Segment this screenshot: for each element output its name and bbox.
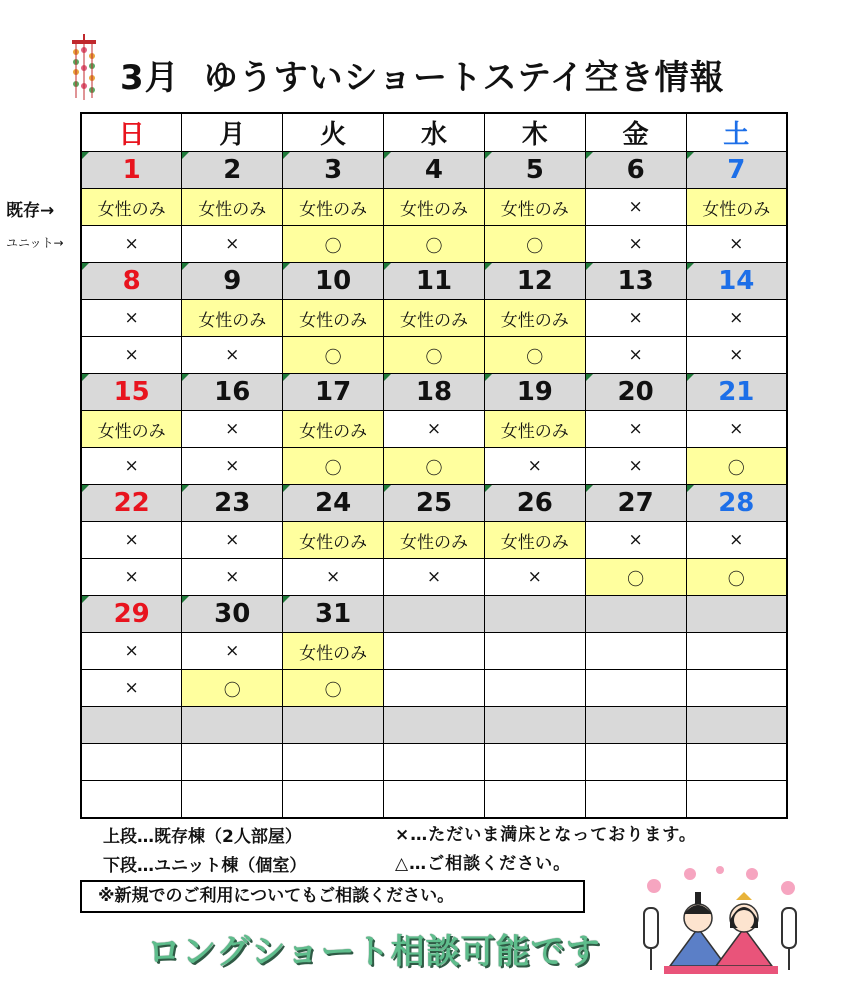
page-title xyxy=(120,50,725,99)
lower-availability-cell: 〇 xyxy=(283,670,384,707)
upper-availability-row xyxy=(81,300,787,337)
hina-dolls-icon xyxy=(640,866,800,976)
lower-availability-cell: 〇 xyxy=(182,670,283,707)
lower-availability-cell: 〇 xyxy=(283,448,384,485)
upper-availability-row xyxy=(81,633,787,670)
date-cell: 1 xyxy=(81,152,182,189)
lower-availability-cell: × xyxy=(283,559,384,596)
date-cell xyxy=(585,707,686,744)
lower-availability-cell: 〇 xyxy=(585,559,686,596)
date-cell xyxy=(384,596,485,633)
date-cell: 21 xyxy=(686,374,787,411)
date-cell: 7 xyxy=(686,152,787,189)
upper-availability-cell: × xyxy=(182,411,283,448)
date-cell: 24 xyxy=(283,485,384,522)
upper-availability-cell: 女性のみ xyxy=(484,189,585,226)
availability-calendar xyxy=(80,112,788,819)
upper-availability-cell: × xyxy=(384,411,485,448)
lower-availability-cell xyxy=(484,781,585,818)
new-user-note: ※新規でのご利用についてもご相談ください。 xyxy=(80,880,585,913)
upper-availability-cell xyxy=(585,744,686,781)
upper-availability-cell xyxy=(686,744,787,781)
date-cell: 28 xyxy=(686,485,787,522)
lower-availability-cell: × xyxy=(81,559,182,596)
date-cell: 26 xyxy=(484,485,585,522)
date-cell xyxy=(182,707,283,744)
upper-availability-cell: 女性のみ xyxy=(283,522,384,559)
upper-availability-cell: 女性のみ xyxy=(81,189,182,226)
date-row xyxy=(81,485,787,522)
weekday-header: 水 xyxy=(384,113,485,152)
lower-availability-cell xyxy=(686,670,787,707)
upper-availability-cell: × xyxy=(81,300,182,337)
upper-availability-cell xyxy=(484,633,585,670)
lower-availability-cell xyxy=(384,781,485,818)
upper-availability-cell: × xyxy=(686,522,787,559)
lower-availability-cell: × xyxy=(585,226,686,263)
date-cell xyxy=(686,707,787,744)
upper-availability-cell: 女性のみ xyxy=(384,522,485,559)
upper-availability-cell xyxy=(686,633,787,670)
upper-availability-cell: × xyxy=(686,411,787,448)
legend-lower-row: 下段…ユニット棟（個室） xyxy=(103,856,307,876)
lower-availability-cell: × xyxy=(182,559,283,596)
date-cell: 31 xyxy=(283,596,384,633)
upper-availability-cell: × xyxy=(182,633,283,670)
lower-availability-cell xyxy=(384,670,485,707)
lower-availability-row xyxy=(81,559,787,596)
date-cell xyxy=(384,707,485,744)
lower-availability-cell: 〇 xyxy=(283,226,384,263)
lower-availability-cell: 〇 xyxy=(484,226,585,263)
upper-availability-cell: 女性のみ xyxy=(182,189,283,226)
date-row xyxy=(81,707,787,744)
title-text: ゆうすいショートステイ空き情報 xyxy=(203,58,725,98)
upper-availability-cell: 女性のみ xyxy=(484,300,585,337)
legend-triangle-mark: △…ご相談ください。 xyxy=(395,854,572,874)
date-cell: 13 xyxy=(585,263,686,300)
date-cell: 29 xyxy=(81,596,182,633)
date-row xyxy=(81,263,787,300)
upper-availability-row xyxy=(81,189,787,226)
date-cell: 27 xyxy=(585,485,686,522)
upper-availability-cell: × xyxy=(585,411,686,448)
lower-availability-cell: 〇 xyxy=(384,226,485,263)
lower-availability-cell: 〇 xyxy=(384,448,485,485)
date-cell xyxy=(484,707,585,744)
lower-availability-cell: 〇 xyxy=(686,559,787,596)
lower-availability-cell: × xyxy=(81,670,182,707)
date-cell: 15 xyxy=(81,374,182,411)
weekday-header-row xyxy=(81,113,787,152)
date-cell: 4 xyxy=(384,152,485,189)
lower-availability-cell: × xyxy=(182,226,283,263)
date-cell: 2 xyxy=(182,152,283,189)
lower-availability-row xyxy=(81,337,787,374)
lower-availability-cell: × xyxy=(686,226,787,263)
upper-availability-row xyxy=(81,744,787,781)
upper-availability-cell: × xyxy=(585,522,686,559)
lower-availability-row xyxy=(81,670,787,707)
lower-availability-cell: 〇 xyxy=(686,448,787,485)
lower-availability-cell xyxy=(585,781,686,818)
side-label-existing: 既存→ xyxy=(6,201,55,221)
date-cell: 14 xyxy=(686,263,787,300)
lower-availability-cell: × xyxy=(484,448,585,485)
upper-availability-cell xyxy=(585,633,686,670)
lower-availability-row xyxy=(81,781,787,818)
lower-availability-cell xyxy=(686,781,787,818)
weekday-header: 日 xyxy=(81,113,182,152)
upper-availability-cell xyxy=(182,744,283,781)
lower-availability-cell: × xyxy=(81,337,182,374)
lower-availability-cell: × xyxy=(182,448,283,485)
weekday-header: 火 xyxy=(283,113,384,152)
upper-availability-cell: 女性のみ xyxy=(283,411,384,448)
date-cell: 19 xyxy=(484,374,585,411)
lower-availability-cell: × xyxy=(484,559,585,596)
date-cell: 9 xyxy=(182,263,283,300)
lower-availability-cell xyxy=(182,781,283,818)
upper-availability-cell xyxy=(384,744,485,781)
date-cell xyxy=(585,596,686,633)
lower-availability-cell: × xyxy=(585,337,686,374)
date-cell: 6 xyxy=(585,152,686,189)
upper-availability-row xyxy=(81,411,787,448)
date-cell: 30 xyxy=(182,596,283,633)
title-month: 3月 xyxy=(120,58,180,98)
lower-availability-cell: × xyxy=(585,448,686,485)
lower-availability-cell xyxy=(81,781,182,818)
lower-availability-cell: × xyxy=(81,226,182,263)
upper-availability-cell: × xyxy=(686,300,787,337)
date-cell: 11 xyxy=(384,263,485,300)
date-cell: 8 xyxy=(81,263,182,300)
date-cell: 25 xyxy=(384,485,485,522)
weekday-header: 木 xyxy=(484,113,585,152)
upper-availability-cell: × xyxy=(81,633,182,670)
lower-availability-cell: × xyxy=(182,337,283,374)
date-cell xyxy=(283,707,384,744)
upper-availability-cell: 女性のみ xyxy=(686,189,787,226)
legend-upper-row: 上段…既存棟（2人部屋） xyxy=(103,827,302,847)
date-cell: 23 xyxy=(182,485,283,522)
upper-availability-cell xyxy=(283,744,384,781)
date-cell: 20 xyxy=(585,374,686,411)
upper-availability-cell xyxy=(484,744,585,781)
date-cell xyxy=(484,596,585,633)
legend-x-mark: ×…ただいま満床となっております。 xyxy=(395,825,697,845)
upper-availability-cell: × xyxy=(585,300,686,337)
date-cell: 3 xyxy=(283,152,384,189)
upper-availability-cell: 女性のみ xyxy=(182,300,283,337)
upper-availability-cell xyxy=(384,633,485,670)
upper-availability-cell: 女性のみ xyxy=(384,300,485,337)
lower-availability-cell: × xyxy=(384,559,485,596)
date-cell: 10 xyxy=(283,263,384,300)
hanging-ornament-icon xyxy=(68,34,100,104)
date-cell: 18 xyxy=(384,374,485,411)
lower-availability-cell xyxy=(585,670,686,707)
upper-availability-cell: × xyxy=(182,522,283,559)
lower-availability-cell: × xyxy=(686,337,787,374)
lower-availability-cell xyxy=(484,670,585,707)
date-cell xyxy=(686,596,787,633)
upper-availability-cell: × xyxy=(81,522,182,559)
upper-availability-cell: 女性のみ xyxy=(283,189,384,226)
weekday-header: 土 xyxy=(686,113,787,152)
date-row xyxy=(81,374,787,411)
lower-availability-cell: 〇 xyxy=(484,337,585,374)
date-row xyxy=(81,596,787,633)
upper-availability-cell: 女性のみ xyxy=(384,189,485,226)
long-short-slogan: ロングショート相談可能です xyxy=(147,932,601,972)
upper-availability-cell: 女性のみ xyxy=(484,411,585,448)
upper-availability-cell: 女性のみ xyxy=(283,300,384,337)
upper-availability-cell: × xyxy=(585,189,686,226)
lower-availability-cell: 〇 xyxy=(384,337,485,374)
date-cell: 12 xyxy=(484,263,585,300)
date-cell: 16 xyxy=(182,374,283,411)
date-row xyxy=(81,152,787,189)
date-cell: 17 xyxy=(283,374,384,411)
upper-availability-row xyxy=(81,522,787,559)
date-cell xyxy=(81,707,182,744)
weekday-header: 金 xyxy=(585,113,686,152)
lower-availability-cell: 〇 xyxy=(283,337,384,374)
upper-availability-cell: 女性のみ xyxy=(81,411,182,448)
weekday-header: 月 xyxy=(182,113,283,152)
upper-availability-cell: 女性のみ xyxy=(283,633,384,670)
lower-availability-cell xyxy=(283,781,384,818)
upper-availability-cell: 女性のみ xyxy=(484,522,585,559)
date-cell: 5 xyxy=(484,152,585,189)
lower-availability-row xyxy=(81,226,787,263)
side-label-unit: ユニット→ xyxy=(6,236,64,250)
date-cell: 22 xyxy=(81,485,182,522)
lower-availability-cell: × xyxy=(81,448,182,485)
lower-availability-row xyxy=(81,448,787,485)
upper-availability-cell xyxy=(81,744,182,781)
